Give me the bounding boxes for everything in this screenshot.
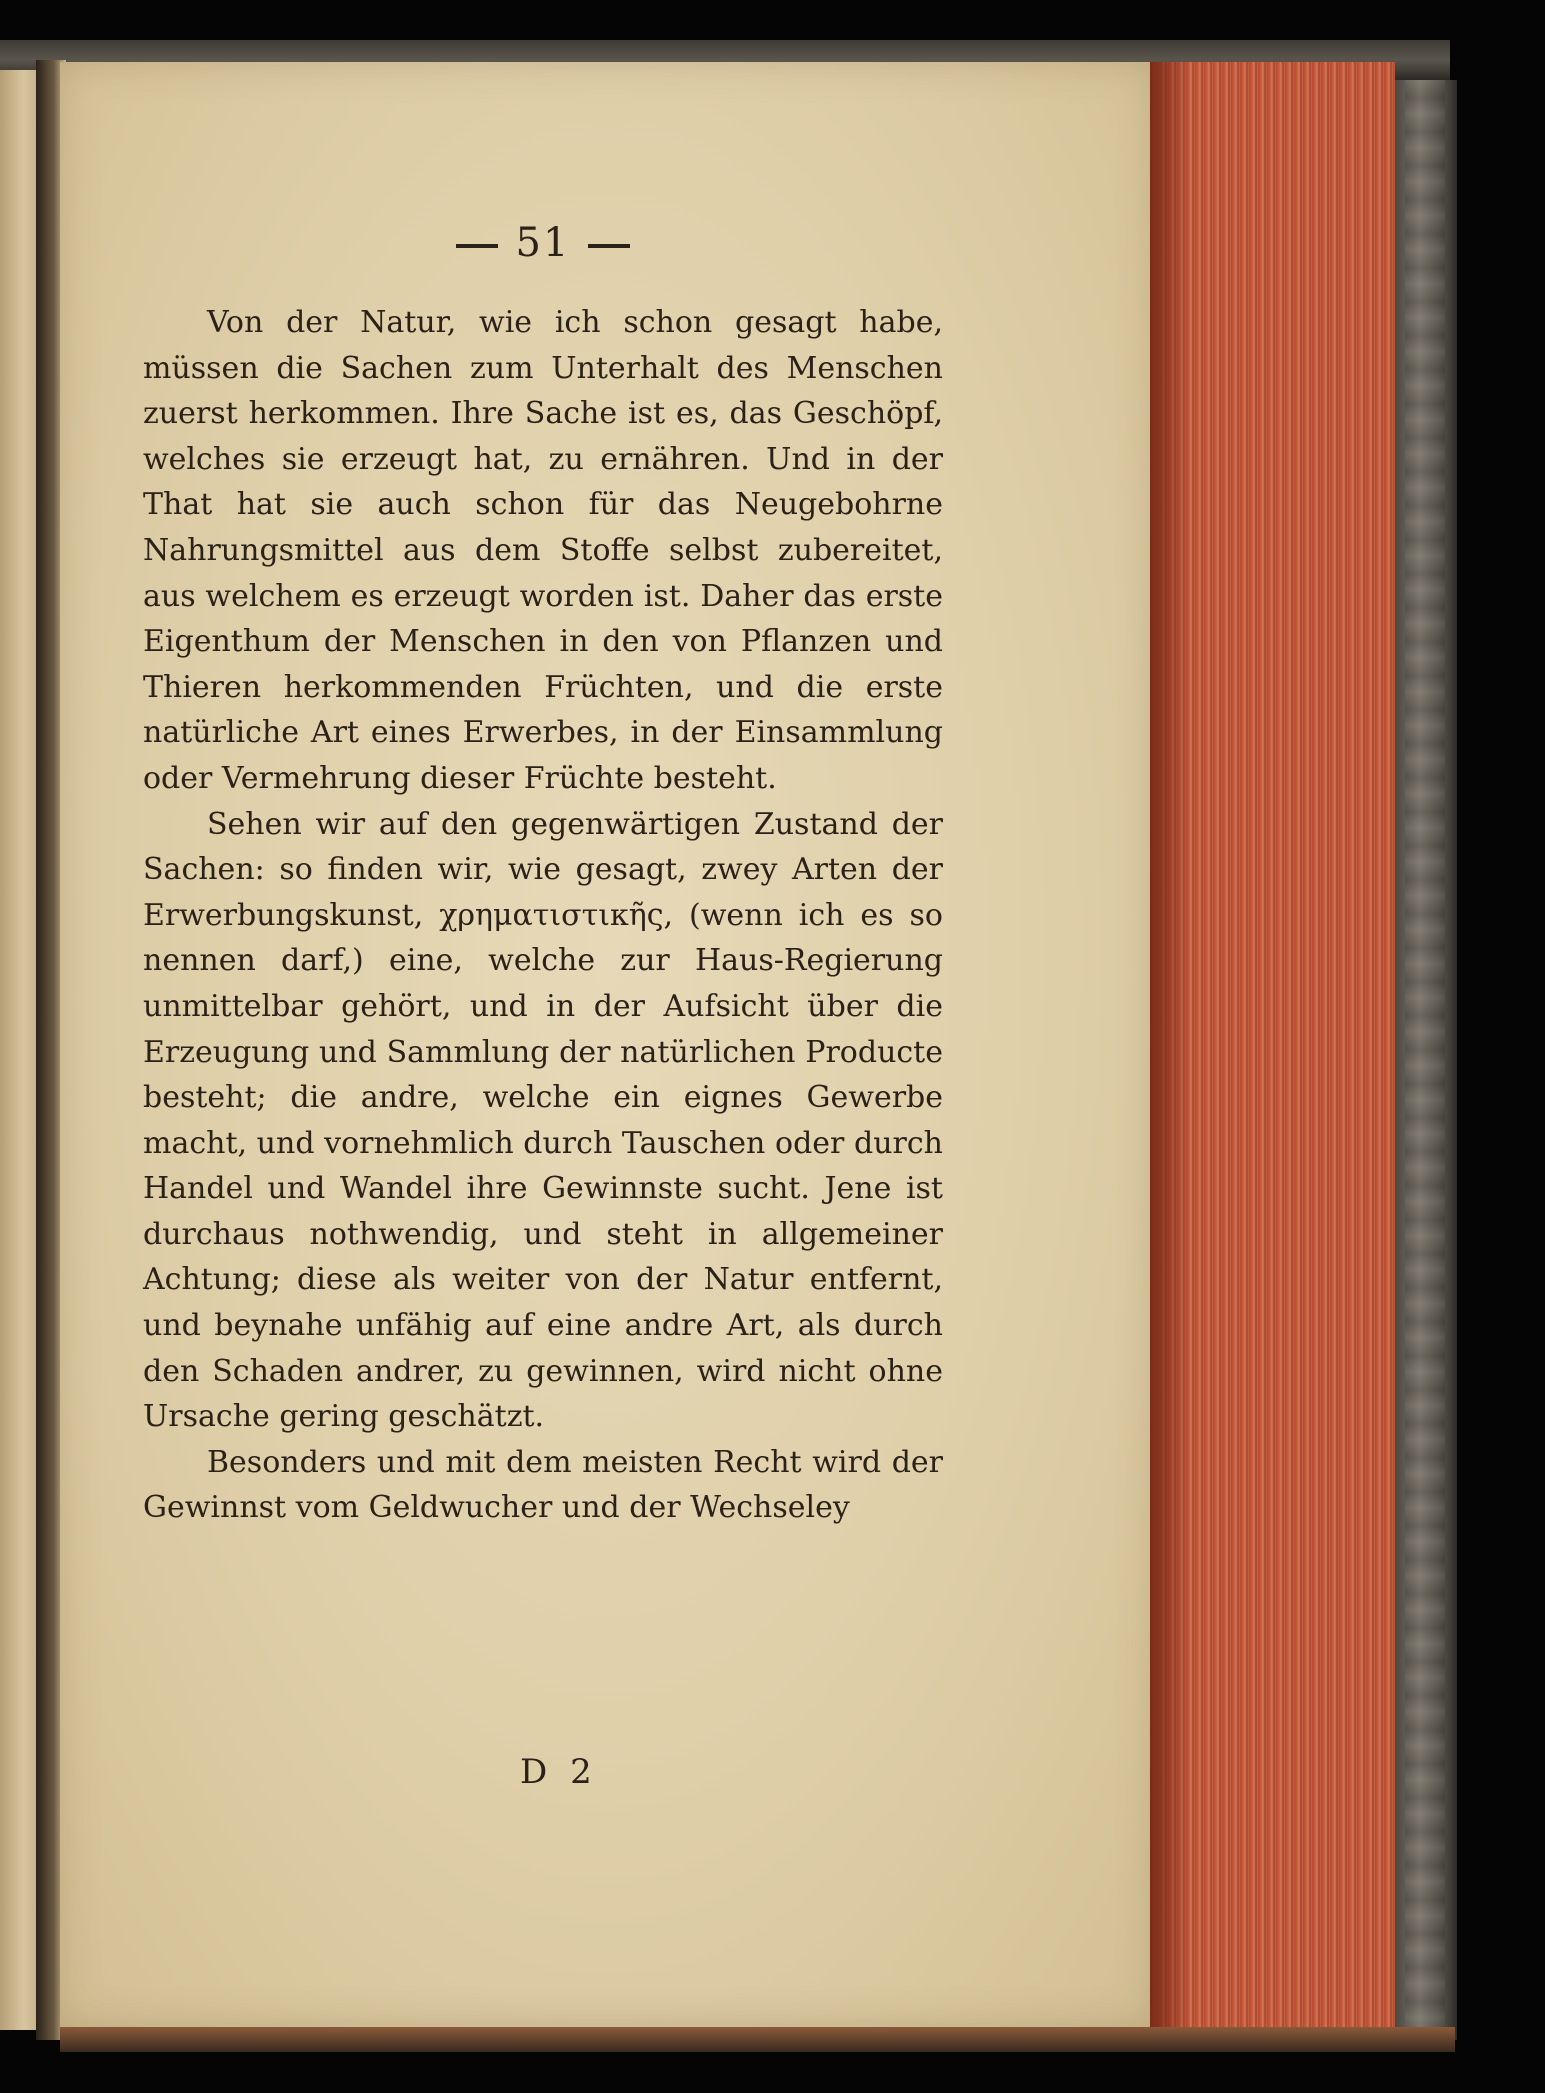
left-facing-page-edge — [0, 70, 40, 2030]
paragraph-3: Besonders und mit dem meisten Recht wird der Gewinnst vom Geldwucher und der Wechseley — [143, 1444, 943, 1526]
page-header — [143, 220, 943, 266]
page-body-text — [143, 300, 943, 1531]
book-cover-right — [1395, 80, 1457, 2040]
signature-mark: D 2 — [520, 1752, 598, 1792]
fore-edge-shadow — [1150, 62, 1190, 2052]
header-dash-left — [456, 244, 498, 248]
page-number: 51 — [515, 220, 571, 266]
book-cover-bottom — [60, 2027, 1455, 2052]
header-dash-right — [588, 244, 630, 248]
paragraph-1: Von der Natur, wie ich schon gesagt habe, müssen die Sachen zum Unterhalt des Menschen zuerst herkommen. Ihre Sache ist es, das Geschöpf, welches sie erzeugt hat, zu ernähren. Und in der That hat sie auch schon für das Neugebohrne Nahrungsmittel aus dem Stoffe selbst zubereitet, aus welchem es erzeugt worden ist. Daher das erste Eigenthum der Menschen in den von Pflanzen und Thieren herkommenden Früchten, und die erste natürliche Art eines Erwerbes, in der Einsammlung oder Vermehrung dieser Früchte besteht. — [143, 305, 943, 796]
paragraph-2: Sehen wir auf den gegenwärtigen Zustand der Sachen: so finden wir, wie gesagt, zwey Arten der Erwerbungskunst, χρηματιστικῆς, (wenn ich es so nennen darf,) eine, welche zur Haus-Regierung unmittelbar gehört, und in der Aufsicht über die Erzeugung und Sammlung der natürlichen Producte besteht; die andre, welche ein eignes Gewerbe macht, und vornehmlich durch Tauschen oder durch Handel und Wandel ihre Gewinnste sucht. Jene ist durchaus nothwendig, und steht in allgemeiner Achtung; diese als weiter von der Natur entfernt, und beynahe unfähig auf eine andre Art, als durch den Schaden andrer, zu gewinnen, wird nicht ohne Ursache gering geschätzt. — [143, 806, 943, 1435]
